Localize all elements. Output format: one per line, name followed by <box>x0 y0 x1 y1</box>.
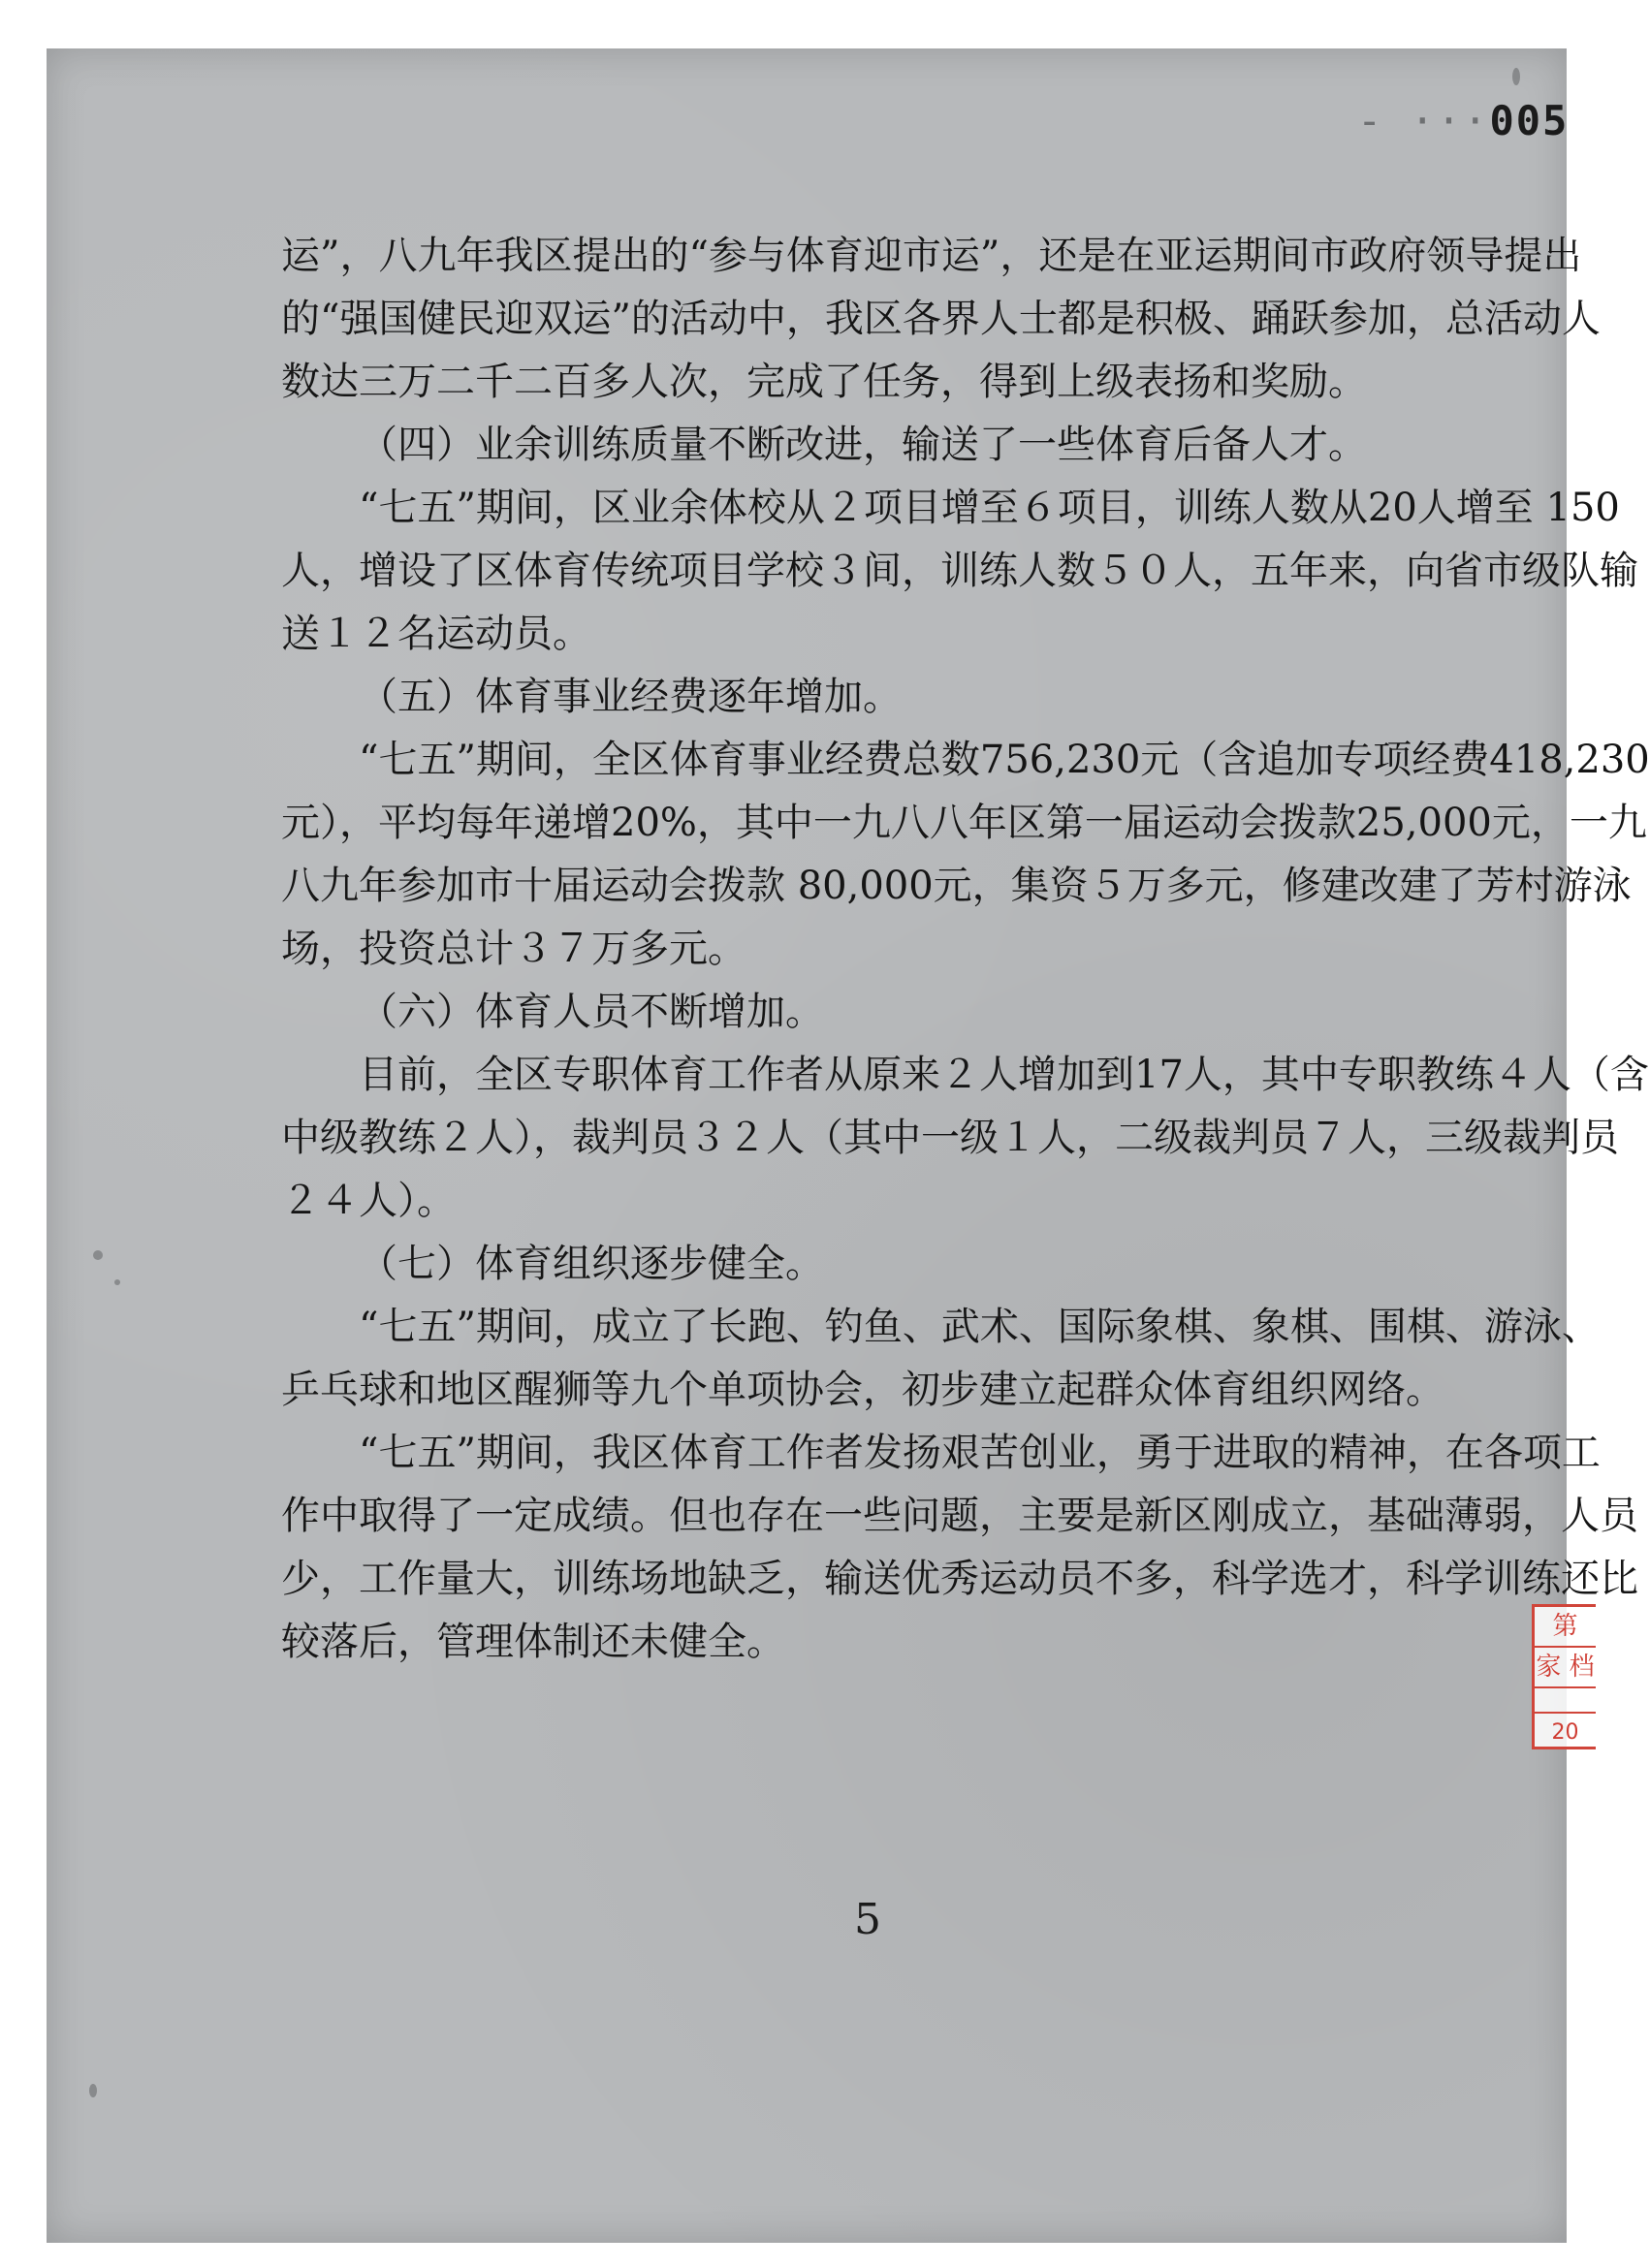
archive-number <box>1357 97 1569 144</box>
text-line: 的“强国健民迎双运”的活动中，我区各界人士都是积极、踊跃参加，总活动人 <box>281 297 1601 341</box>
text-line: 目前，全区专职体育工作者从原来２人增加到17人，其中专职教练４人（含 <box>359 1053 1649 1097</box>
scan-speck <box>1512 68 1520 85</box>
page-number: 5 <box>854 1895 881 1944</box>
stamp-row-1: 第 <box>1535 1607 1596 1648</box>
text-line: 数达三万二千二百多人次，完成了任务，得到上级表扬和奖励。 <box>281 360 1367 404</box>
archive-number-value: 005 <box>1489 97 1570 144</box>
text-line: “七五”期间，我区体育工作者发扬艰苦创业，勇于进取的精神，在各项工 <box>359 1431 1601 1475</box>
text-line: 人，增设了区体育传统项目学校３间，训练人数５０人，五年来，向省市级队输 <box>281 549 1638 593</box>
text-line: 作中取得了一定成绩。但也存在一些问题，主要是新区刚成立，基础薄弱，人员 <box>281 1494 1638 1538</box>
text-line: ２４人）。 <box>281 1179 456 1223</box>
text-line: （五）体育事业经费逐年增加。 <box>359 675 902 719</box>
scan-speck <box>89 2084 97 2097</box>
text-line: 场，投资总计３７万多元。 <box>281 927 746 971</box>
text-line: （四）业余训练质量不断改进，输送了一些体育后备人才。 <box>359 423 1367 467</box>
text-line: “七五”期间，成立了长跑、钓鱼、武术、国际象棋、象棋、围棋、游泳、 <box>359 1305 1601 1349</box>
text-line: （七）体育组织逐步健全。 <box>359 1242 824 1286</box>
stamp-number: 20 <box>1551 1720 1579 1745</box>
text-line: 少，工作量大，训练场地缺乏，输送优秀运动员不多，科学选才，科学训练还比 <box>281 1557 1638 1601</box>
text-line: （六）体育人员不断增加。 <box>359 990 824 1034</box>
text-line: “七五”期间，区业余体校从２项目增至６项目，训练人数从20人增至 150 <box>359 486 1620 530</box>
archive-number-prefix: - ··· <box>1357 97 1490 144</box>
text-line: 运”，八九年我区提出的“参与体育迎市运”，还是在亚运期间市政府领导提出 <box>281 234 1582 278</box>
text-line: “七五”期间，全区体育事业经费总数756,230元（含追加专项经费418,230 <box>359 738 1650 782</box>
stamp-row-blank <box>1535 1688 1596 1714</box>
stamp-row-2: 家 档 <box>1535 1648 1596 1688</box>
text-line: 中级教练２人），裁判员３２人（其中一级１人，二级裁判员７人，三级裁判员 <box>281 1116 1619 1160</box>
text-line: 八九年参加市十届运动会拨款 80,000元，集资５万多元，修建改建了芳村游泳 <box>281 864 1632 908</box>
scan-speck <box>114 1279 120 1285</box>
text-line: 乒乓球和地区醒狮等九个单项协会，初步建立起群众体育组织网络。 <box>281 1368 1444 1412</box>
text-line: 较落后，管理体制还未健全。 <box>281 1620 785 1664</box>
scan-speck <box>93 1250 103 1260</box>
text-line: 元），平均每年递增20%，其中一九八八年区第一届运动会拨款25,000元，一九 <box>281 801 1647 845</box>
archive-stamp <box>1532 1604 1596 1749</box>
text-line: 送１２名运动员。 <box>281 612 591 656</box>
